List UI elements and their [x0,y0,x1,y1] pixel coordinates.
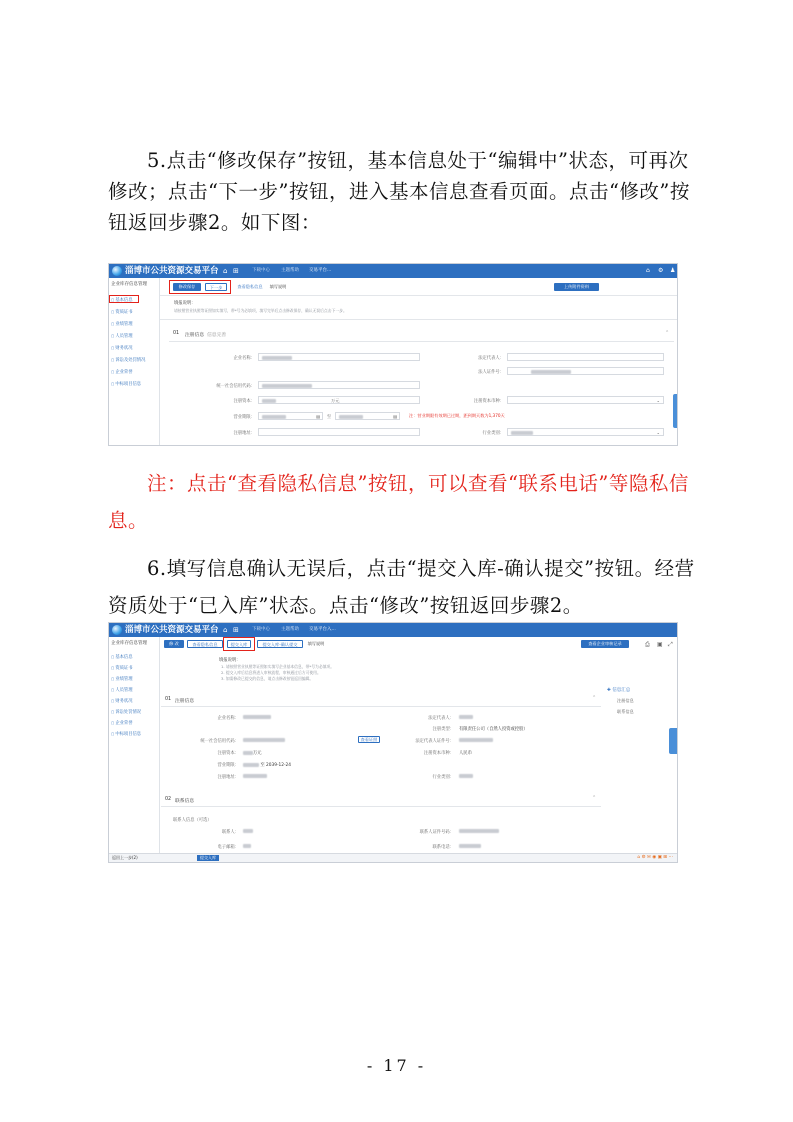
label2-contact-id: 联系人证件号码： [419,830,454,835]
label2-type: 注册类型： [432,727,454,732]
category-select[interactable] [507,428,664,436]
calendar-icon: ▤ [316,414,320,419]
value2-currency: 人民币 [459,751,472,756]
section-number: 01 [173,331,180,336]
guide-link[interactable]: 填写说明 [269,284,287,289]
collapse-icon-2[interactable]: ⌃ [592,695,597,701]
anchor-item-contact[interactable]: 联系信息 [617,709,634,714]
logo-icon [112,266,122,276]
grid-icon[interactable]: ⊞ [233,267,239,275]
view-license-button[interactable]: 查看证照 [358,736,380,743]
label2-company: 企业名称： [217,716,239,721]
label-currency: 注册资本币种： [473,399,504,404]
tip-divider [160,319,678,320]
user-icon[interactable]: ♟ [670,267,676,274]
sidebar2-item-bid[interactable]: ▢ 中标项目信息 [111,731,141,737]
chevron-down-icon-2: ⌄ [656,430,660,435]
sidebar-item-finance[interactable]: ▢ 财务状况 [111,345,133,351]
label-to: 至 [326,415,332,420]
sidebar2-item-honor[interactable]: ▢ 企业荣誉 [111,720,133,726]
grid-icon-2[interactable]: ⊞ [233,626,239,634]
currency-select[interactable] [507,396,664,404]
contact-subhead: 联系人信息（可选） [173,818,212,823]
company-input[interactable] [258,353,420,361]
brand-title: 淄博市公共资源交易平台 [125,266,219,276]
sidebar-item-cert[interactable]: ▢ 资质证书 [111,309,133,315]
nav-platform[interactable]: 交易平台... [309,268,332,273]
view-privacy-button-2[interactable]: 查看隐私信息 [187,640,223,648]
toolbar-divider [160,295,678,296]
nav-help[interactable]: 主题帮助 [281,268,299,273]
brand-title-2: 淄博市公共资源交易平台 [125,625,219,635]
value2-type: 有限责任公司（自然人投资或控股） [459,727,528,732]
expiry-warning: 注：营业期限有效期已过期，距到期天数为1,370天 [409,413,505,418]
sidebar-item-honor[interactable]: ▢ 企业荣誉 [111,369,133,375]
value2-legal [459,715,473,721]
submit-highlight-box [223,637,255,651]
sidebar-item-perf[interactable]: ▢ 业绩管理 [111,321,133,327]
top-bar-2 [109,623,677,637]
sidebar-highlight-box [109,295,139,303]
guide-link-2[interactable]: 填写说明 [307,641,325,646]
sidebar-item-lawsuit[interactable]: ▢ 诉讼及处罚情况 [111,357,145,363]
label-legal-id: 法人证件号： [478,370,504,375]
sidebar-item-bid[interactable]: ▢ 中标项目信息 [111,381,141,387]
label-company: 企业名称： [233,356,255,361]
label2-capital: 注册资本： [217,751,239,756]
section2-number: 02 [165,797,172,802]
logo-icon-2 [112,625,122,635]
section2-divider [161,806,601,807]
value2-date: 2039-12-24 [266,763,292,768]
label2-contact: 联系人： [221,830,239,835]
status-bar [109,853,677,862]
tip-line-2: 2. 提交入库后信息将进入审核流程，审核通过后方可使用。 [221,670,321,675]
submit-button[interactable]: 提交入库 [227,640,251,648]
audit-record-button[interactable]: 查看企业审核记录 [581,640,629,648]
calendar-icon-2: ▤ [393,414,397,419]
value2-category [459,774,473,780]
label2-legal-id: 法定代表人证件号： [415,739,454,744]
chevron-down-icon: ⌄ [656,398,660,403]
section1-divider [161,706,601,707]
side-drawer-tab[interactable] [673,394,678,428]
section1-title: 注册信息 [175,699,195,704]
value2-period: 至 2039-12-24 [243,762,291,768]
step6-paragraph: 6.填写信息确认无误后，点击“提交入库-确认提交”按钮。经营资质处于“已入库”状态。点击“修改”按钮返回步骤2。 [108,557,695,617]
capital-unit: 万元 [331,398,340,403]
sidebar-item-basic[interactable]: ▢ 基本信息 [111,297,133,303]
label2-category: 行业类别： [432,775,454,780]
anchor-item-reg[interactable]: 注册信息 [617,698,634,703]
section1-number: 01 [165,697,172,702]
value2-credit [243,738,285,744]
value2-email [243,844,251,850]
label2-email: 电子邮箱： [217,845,239,850]
period-end-input[interactable] [335,412,400,420]
toolbar-highlight-box [169,280,231,294]
next-step-button[interactable]: 下一步 [205,283,227,291]
status-back[interactable]: 返回上一步(2) [112,855,138,860]
step5-paragraph: 5.点击“修改保存”按钮，基本信息处于“编辑中”状态，可再次修改；点击“下一步”按钮，进入基本信息查看页面。点击“修改”按钮返回步骤2。如下图： [108,149,690,234]
top-bar [109,264,677,278]
tip-line-3: 3. 如需修改已提交的信息，请点击修改按钮返回编辑。 [221,676,314,681]
section-title: 注册信息 [185,333,205,338]
label2-period: 营业期限： [217,763,239,768]
sidebar-item-staff[interactable]: ▢ 人员管理 [111,333,133,339]
tray-icons: ⌂ ⚙ ✉ ◉ ▣ ⊞ ⋯ [637,855,673,860]
sidebar2-item-finance[interactable]: ▢ 财务状况 [111,698,133,704]
label-legal: 法定代表人： [478,356,504,361]
tip-heading: 填报说明： [174,301,196,306]
save-icon[interactable]: ▣ [657,641,663,648]
modify-save-button[interactable]: 修改保存 [173,283,201,291]
screenshot-submit [108,622,678,863]
value2-phone [459,844,481,850]
label2-reg-addr: 注册地址： [217,775,239,780]
value2-contact-id [459,829,499,835]
tip-text: 请按照营业执照等证照如实填写，带*号为必填项，填写完毕后点击修改保存，确认无误后点击下一步。 [174,308,347,313]
sidebar-title: 企业库存信息管理 [111,282,147,287]
status-submit[interactable]: 提交入库 [197,855,219,861]
home-icon-right[interactable]: ⌂ [646,267,650,274]
nav-platform-2[interactable]: 交易平台入... [309,627,336,632]
sidebar2-item-perf[interactable]: ▢ 业绩管理 [111,676,133,682]
home-icon[interactable]: ⌂ [223,267,228,275]
value2-company [243,715,271,721]
label-credit: 统一社会信用代码： [216,384,255,389]
value2-contact [243,829,253,835]
side-drawer-tab-2[interactable] [669,728,678,754]
label2-legal: 法定代表人： [428,716,454,721]
anchor-head-label: 信息汇总 [612,688,631,693]
plus-icon: ✚ [607,688,613,693]
label2-currency: 注册资本币种： [423,751,454,756]
label-reg-addr: 注册地址： [233,431,255,436]
legal-id-input[interactable] [507,367,664,375]
screenshot-edit-mode [108,263,678,446]
collapse-icon[interactable]: ⌃ [665,330,670,336]
capital-input[interactable] [258,396,420,404]
value2-capital-unit: 万元 [253,751,262,756]
label-category: 行业类别： [482,431,504,436]
section-subtitle: 信息完善 [207,333,227,338]
sidebar2-item-cert[interactable]: ▢ 资质证书 [111,665,133,671]
sidebar-2 [109,637,160,854]
section-divider [169,341,674,342]
nav-download-2[interactable]: 下载中心 [252,627,270,632]
legal-input[interactable] [507,353,664,361]
value2-legal-id [459,738,493,744]
value2-reg-addr [243,774,267,780]
print-icon[interactable]: ⎙ [645,641,650,648]
sidebar [109,278,160,445]
label-period: 营业期限： [233,415,255,420]
collapse-icon-3[interactable]: ⌃ [592,795,597,801]
sidebar2-item-lawsuit[interactable]: ▢ 诉讼处罚情况 [111,709,141,715]
period-start-input[interactable] [258,412,323,420]
sidebar2-item-basic[interactable]: ▢ 基本信息 [111,654,133,660]
tip-heading-2: 填报说明： [219,658,241,663]
sidebar-title-2: 企业库存信息管理 [111,641,147,646]
tip-line-1: 1. 请按照营业执照等证照如实填写企业基本信息，带*号为必填项。 [221,664,335,669]
section2-title: 联系信息 [175,799,195,804]
page-number: - 17 - [366,1056,427,1075]
anchor-head [607,687,630,693]
value2-capital [243,750,262,756]
home-icon-2[interactable]: ⌂ [223,626,228,634]
edit-button[interactable]: 修 改 [164,640,184,648]
sidebar2-item-staff[interactable]: ▢ 人员管理 [111,687,133,693]
privacy-note: 注：点击“查看隐私信息”按钮，可以查看“联系电话”等隐私信息。 [108,472,689,532]
fullscreen-icon[interactable]: ⤢ [668,641,673,648]
label2-phone: 联系电话： [432,845,454,850]
view-privacy-button[interactable]: 查看隐私信息 [237,284,263,289]
reg-addr-input[interactable] [258,428,420,436]
label-capital: 注册资本： [233,399,255,404]
submit-confirm-button[interactable]: 提交入库-确认提交 [257,640,303,648]
nav-help-2[interactable]: 主题帮助 [281,627,299,632]
upload-attachment-button[interactable]: 上传附件资料 [554,283,599,291]
credit-input[interactable] [258,381,420,389]
nav-download[interactable]: 下载中心 [252,268,270,273]
settings-icon[interactable]: ⚙ [658,267,664,274]
label2-credit: 统一社会信用代码： [200,739,239,744]
